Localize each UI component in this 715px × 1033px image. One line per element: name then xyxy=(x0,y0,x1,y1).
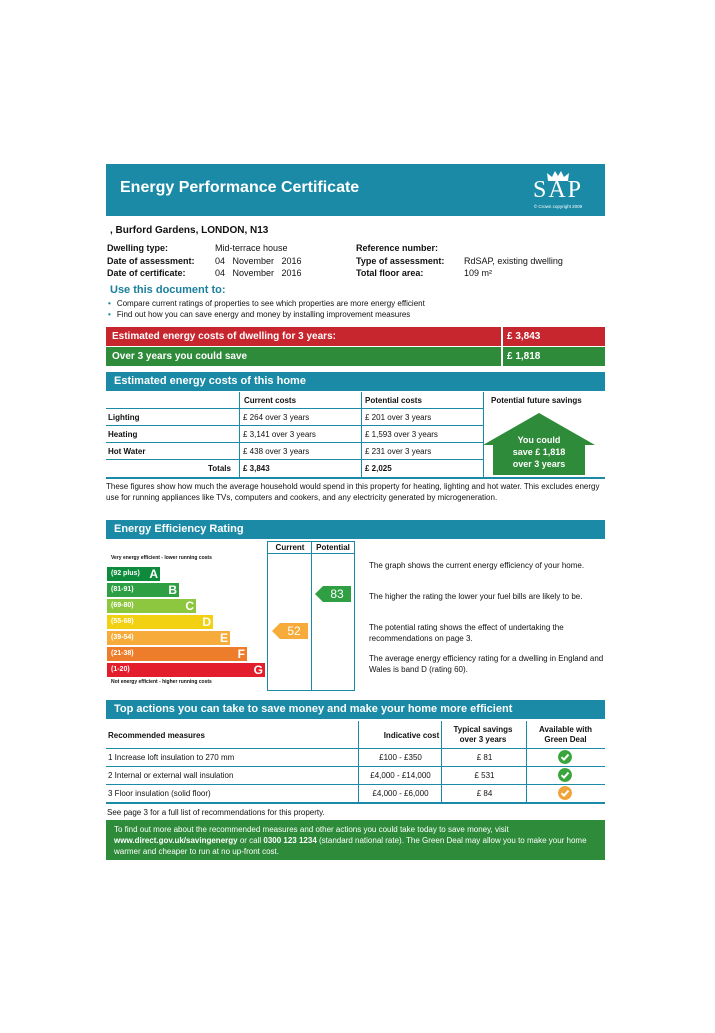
table-cell: £ 264 over 3 years xyxy=(243,413,310,422)
band-e: (39-54) E xyxy=(107,631,230,645)
efficiency-rating-chart xyxy=(106,541,355,691)
certificate-date-value: 04 November 2016 xyxy=(215,268,302,278)
potential-rating-marker xyxy=(315,586,351,602)
floor-area-label: Total floor area: xyxy=(356,268,424,278)
col-future-savings: Potential future savings xyxy=(491,396,582,405)
col-cost: Indicative cost xyxy=(383,731,440,740)
potential-rating-value: 83 xyxy=(330,587,344,601)
row-label-heating: Heating xyxy=(108,430,138,439)
savings-line-3: over 3 years xyxy=(512,459,566,469)
efficient-note: Very energy efficient - lower running costs xyxy=(111,555,212,561)
table-cell: £ 81 xyxy=(476,753,493,762)
certificate-header xyxy=(106,164,605,216)
inefficient-note: Not energy efficient - higher running costs xyxy=(111,679,212,685)
check-icon xyxy=(558,750,572,764)
efficiency-text-4: The average energy efficiency rating for a dwelling in England and Wales is band D (rating 60). xyxy=(369,654,604,674)
list-item: • Compare current ratings of properties to see which properties are more energy efficient xyxy=(108,299,425,308)
costs-note: These figures show how much the average household would spend in this property for heating, lighting and hot water. This excludes energy use for running appliances like TVs, computers and cookers, and any electricity generated by microgeneration. xyxy=(106,482,600,502)
col-current-costs: Current costs xyxy=(244,396,297,405)
efficiency-text-3: The potential rating shows the effect of undertaking the recommendations on page 3. xyxy=(369,623,564,643)
col-potential-rating: Potential xyxy=(316,543,350,552)
table-cell: £ 1,593 over 3 years xyxy=(365,430,438,439)
col-green-deal: Available with Green Deal xyxy=(538,725,593,744)
actions-table xyxy=(106,721,605,803)
phone-number: 0300 123 1234 xyxy=(263,836,317,845)
total-current: £ 3,843 xyxy=(243,464,270,473)
current-rating-value: 52 xyxy=(287,624,301,638)
check-icon xyxy=(558,768,572,782)
efficiency-text-2: The higher the rating the lower your fuel bills are likely to be. xyxy=(369,592,583,601)
table-row: 2 Internal or external wall insulation xyxy=(108,771,234,780)
table-row: 1 Increase loft insulation to 270 mm xyxy=(108,753,235,762)
potential-saving-value: £ 1,818 xyxy=(501,347,605,366)
row-label-lighting: Lighting xyxy=(108,413,140,422)
col-savings: Typical savings over 3 years xyxy=(453,725,513,744)
col-current-rating: Current xyxy=(275,543,305,552)
table-row: 3 Floor insulation (solid floor) xyxy=(108,789,211,798)
savings-arrow xyxy=(483,413,595,475)
estimated-cost-value: £ 3,843 xyxy=(501,327,605,346)
reference-label: Reference number: xyxy=(356,243,439,253)
assessment-date-label: Date of assessment: xyxy=(107,256,195,266)
assessment-date-value: 04 November 2016 xyxy=(215,256,302,266)
table-cell: £ 531 xyxy=(474,771,495,780)
use-document-title: Use this document to: xyxy=(110,284,226,296)
potential-saving-label: Over 3 years you could save xyxy=(112,351,248,362)
sap-copyright: © Crown copyright 2009 xyxy=(533,204,583,209)
col-potential-costs: Potential costs xyxy=(365,396,422,405)
sap-logo-text: SAP xyxy=(532,177,584,203)
total-potential: £ 2,025 xyxy=(365,464,392,473)
table-cell: £ 201 over 3 years xyxy=(365,413,432,422)
efficiency-text-1: The graph shows the current energy efficiency of your home. xyxy=(369,561,585,570)
assessment-type-value: RdSAP, existing dwelling xyxy=(464,256,563,266)
table-cell: £100 - £350 xyxy=(379,753,422,762)
band-a: (92 plus) A xyxy=(107,567,160,581)
green-deal-info-box: To find out more about the recommended measures and other actions you could take today to save money, visit www.direct.gov.uk/savingenergy or call 0300 123 1234 (standard national rate). The Green Deal may allow you to make your home warmer and cheaper to run at no up-front cost. xyxy=(106,820,605,860)
potential-saving-bar xyxy=(106,347,605,366)
page-title: Energy Performance Certificate xyxy=(120,179,360,196)
current-rating-marker xyxy=(272,623,308,639)
estimated-cost-bar xyxy=(106,327,605,346)
actions-section-header: Top actions you can take to save money and make your home more efficient xyxy=(106,700,605,719)
row-label-hot-water: Hot Water xyxy=(108,447,146,456)
property-address: , Burford Gardens, LONDON, N13 xyxy=(110,225,269,236)
efficiency-section-header: Energy Efficiency Rating xyxy=(106,520,605,539)
table-cell: £ 231 over 3 years xyxy=(365,447,432,456)
savingenergy-link[interactable]: www.direct.gov.uk/savingenergy xyxy=(114,836,238,845)
savings-line-1: You could xyxy=(517,435,561,445)
estimated-cost-label: Estimated energy costs of dwelling for 3 years: xyxy=(112,331,336,342)
dwelling-type-label: Dwelling type: xyxy=(107,243,169,253)
see-page-note: See page 3 for a full list of recommendations for this property. xyxy=(107,808,325,817)
table-cell: £ 84 xyxy=(476,789,493,798)
table-cell: £ 438 over 3 years xyxy=(243,447,310,456)
certificate-date-label: Date of certificate: xyxy=(107,268,186,278)
band-b: (81-91) B xyxy=(107,583,179,597)
sap-logo xyxy=(523,170,593,212)
band-d: (55-68) D xyxy=(107,615,213,629)
assessment-type-label: Type of assessment: xyxy=(356,256,445,266)
savings-line-2: save £ 1,818 xyxy=(512,447,566,457)
floor-area-value: 109 m² xyxy=(464,268,493,278)
table-cell: £ 3,141 over 3 years xyxy=(243,430,316,439)
dwelling-type-value: Mid-terrace house xyxy=(215,243,288,253)
totals-label: Totals xyxy=(208,464,231,473)
band-f: (21-38) F xyxy=(107,647,247,661)
table-cell: £4,000 - £14,000 xyxy=(370,771,431,780)
costs-section-header: Estimated energy costs of this home xyxy=(106,372,605,391)
check-icon xyxy=(558,786,572,800)
list-item: • Find out how you can save energy and money by installing improvement measures xyxy=(108,310,411,319)
table-cell: £4,000 - £6,000 xyxy=(372,789,429,798)
col-measures: Recommended measures xyxy=(108,731,205,740)
band-g: (1-20) G xyxy=(107,663,265,677)
band-c: (69-80) C xyxy=(107,599,196,613)
